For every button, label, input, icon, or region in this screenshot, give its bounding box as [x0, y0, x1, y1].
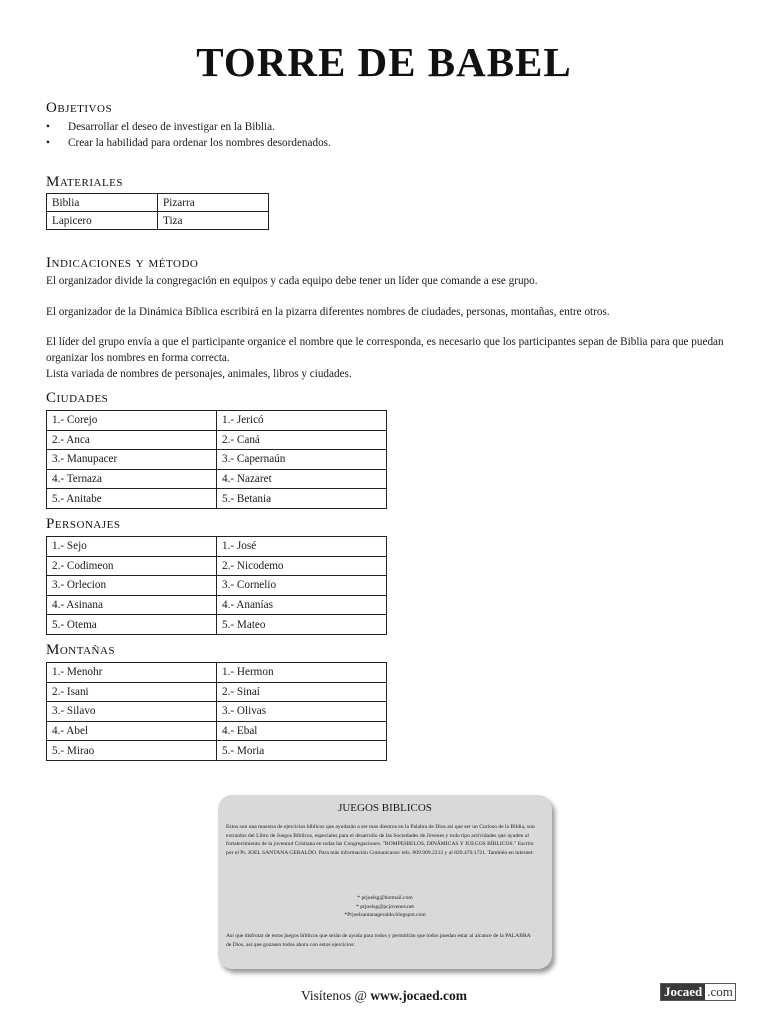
table-cell: 5.- Mateo — [217, 615, 387, 635]
table-cell: 1.- Hermon — [217, 663, 387, 683]
table-row — [47, 721, 387, 741]
table-row — [47, 212, 269, 230]
indicaciones-heading: Indicaciones y método — [46, 255, 199, 271]
list-item-text: Desarrollar el deseo de investigar en la Biblia. — [68, 121, 275, 133]
table-row — [47, 682, 387, 702]
table-cell: 3.- Orlecion — [47, 576, 217, 596]
objetivos-list — [46, 119, 331, 151]
card-text: Estos son una muestra de ejercicios bíblicos que ayudarán a ser mas diestros en la Palabra de Dios así que ser un Curioso de la Biblia, son extraídos del Libro de Juegos Bíblicos, especiales para el desarrollo de las Sociedades de Jóvenes y todo tipo actividades que ayuden al fortalecimiento de la juventud Cristiana en todas las Congregaciones. "ROMPEHIELOS, DINÁMICAS Y JUEGOS BÍBLICOS." Escrito por el Pr. JOEL SANTANA GERALDO. Para más información Comunícarse: tels. 809.909.2212 y al 829.470.1721. También en internet: — [226, 824, 535, 856]
paragraph: El organizador de la Dinámica Bíblica escribirá en la pizarra diferentes nombres de ciudades, personas, montañas, entre otros. — [46, 306, 610, 318]
table-cell: 5.- Moria — [217, 741, 387, 761]
montanas-table — [46, 662, 387, 761]
table-cell: 3.- Olivas — [217, 702, 387, 722]
list-item-text: Crear la habilidad para ordenar los nombres desordenados. — [68, 137, 331, 149]
page-title: TORRE DE BABEL — [196, 39, 572, 85]
table-cell: 5.- Otema — [47, 615, 217, 635]
table-cell: 5.- Betania — [217, 489, 387, 509]
list-item — [46, 135, 331, 151]
table-row — [47, 537, 387, 557]
table-cell: 4.- Nazaret — [217, 469, 387, 489]
table-cell: 3.- Manupacer — [47, 450, 217, 470]
table-cell: 2.- Anca — [47, 430, 217, 450]
table-row — [47, 430, 387, 450]
list-item — [46, 119, 331, 135]
table-cell: 1.- Sejo — [47, 537, 217, 557]
logo-text-suffix: .com — [707, 984, 733, 999]
montanas-heading: Montañas — [46, 642, 116, 658]
table-cell: 4.- Abel — [47, 721, 217, 741]
table-cell: 1.- Menohr — [47, 663, 217, 683]
table-row — [47, 450, 387, 470]
table-cell: Tiza — [158, 212, 269, 230]
table-row — [47, 615, 387, 635]
table-cell: 2.- Isani — [47, 682, 217, 702]
logo-text: Jocaed — [661, 984, 705, 1000]
email-link[interactable]: * prjoelsg@pcjovenes.net — [356, 903, 414, 910]
table-row — [47, 194, 269, 212]
table-cell: Pizarra — [158, 194, 269, 212]
ciudades-heading: Ciudades — [46, 390, 109, 406]
table-cell: 1.- Corejo — [47, 411, 217, 431]
table-row — [47, 595, 387, 615]
table-row — [47, 576, 387, 596]
table-cell: 4.- Ebal — [217, 721, 387, 741]
table-cell: 3.- Capernaún — [217, 450, 387, 470]
table-cell: 4.- Asinana — [47, 595, 217, 615]
visit-prefix: Visítenos @ — [300, 988, 371, 1003]
materiales-heading: Materiales — [46, 174, 124, 190]
table-row — [47, 411, 387, 431]
table-row — [47, 741, 387, 761]
table-cell: 2.- Nicodemo — [217, 556, 387, 576]
paragraph: El líder del grupo envía a que el participante organice el nombre que le corresponda, es necesario que los participantes sepan de Biblia para que puedan organizar los nombres en forma correcta. — [46, 336, 724, 364]
visit-line — [0, 988, 768, 1004]
paragraph: El organizador divide la congregación en equipos y cada equipo debe tener un líder que comande a ese grupo. — [46, 275, 538, 287]
table-row — [47, 469, 387, 489]
table-cell: 2.- Caná — [217, 430, 387, 450]
table-cell: 2.- Sinaí — [217, 682, 387, 702]
table-cell: 5.- Anitabe — [47, 489, 217, 509]
card-links — [218, 894, 552, 920]
personajes-table — [46, 536, 387, 635]
table-row — [47, 556, 387, 576]
website-link[interactable]: www.jocaed.com — [370, 988, 468, 1003]
table-cell: 2.- Codimeon — [47, 556, 217, 576]
objetivos-heading: Objetivos — [46, 100, 113, 116]
table-cell: 3.- Silavo — [47, 702, 217, 722]
table-cell: 4.- Ternaza — [47, 469, 217, 489]
bullet-icon: • — [46, 121, 50, 133]
blog-link[interactable]: *Prjoelsantanageraldo.blogspot.com — [344, 912, 426, 919]
card-title: JUEGOS BIBLICOS — [338, 802, 432, 814]
table-row — [47, 702, 387, 722]
card-footer-text: Así que disfrutar de estos juegos bíblicos que serán de ayuda para todos y permitirán que todos puedan estar al alcance de la PALABRA de Dios, así que gozasen todos ahora con estos ejercicios: — [226, 933, 531, 948]
table-cell: 1.- Jericó — [217, 411, 387, 431]
table-cell: Biblia — [47, 194, 158, 212]
jocaed-logo — [660, 983, 736, 1001]
table-cell: 5.- Mirao — [47, 741, 217, 761]
paragraph: Lista variada de nombres de personajes, animales, libros y ciudades. — [46, 368, 352, 380]
email-link[interactable]: * prjoelsg@hotmail.com — [357, 895, 413, 901]
table-cell: 3.- Cornelio — [217, 576, 387, 596]
juegos-biblicos-card — [218, 795, 552, 969]
table-row — [47, 489, 387, 509]
table-row — [47, 663, 387, 683]
table-cell: 4.- Ananías — [217, 595, 387, 615]
ciudades-table — [46, 410, 387, 509]
bullet-icon: • — [46, 137, 50, 149]
materiales-table — [46, 193, 269, 230]
table-cell: Lapicero — [47, 212, 158, 230]
personajes-heading: Personajes — [46, 516, 121, 532]
table-cell: 1.- José — [217, 537, 387, 557]
